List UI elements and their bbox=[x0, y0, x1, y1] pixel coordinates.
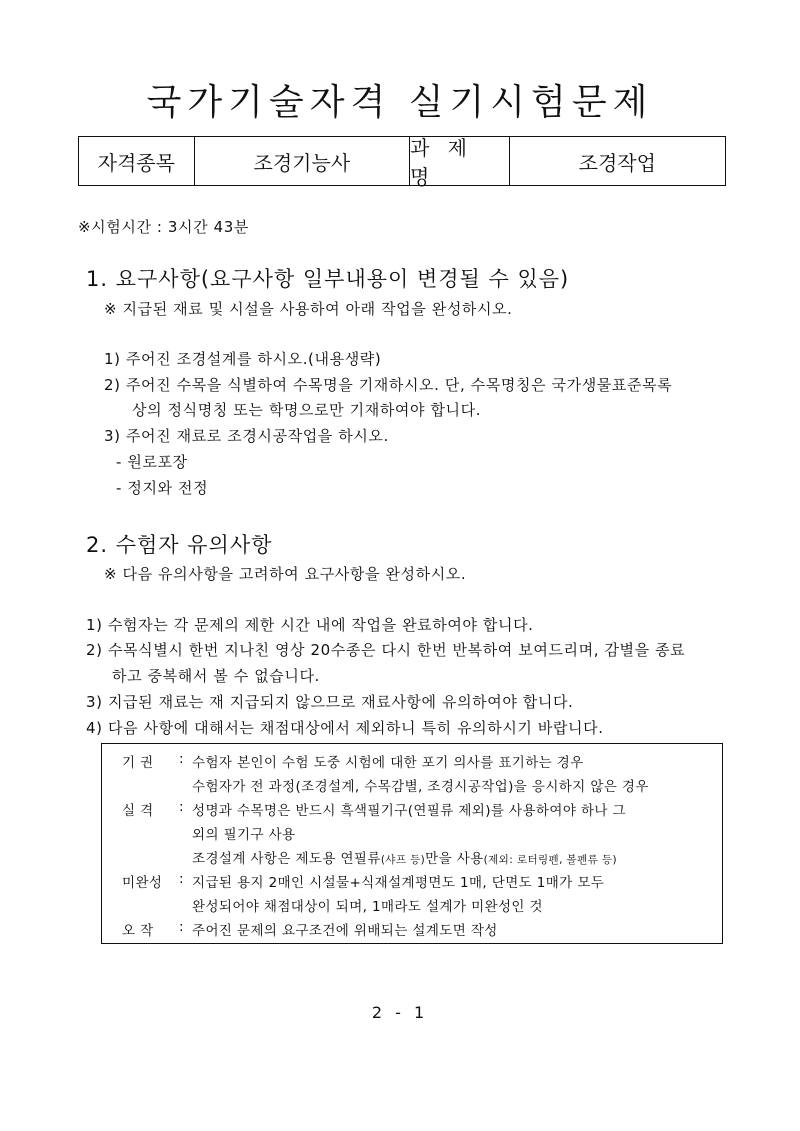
disqualify-line: 외의 필기구 사용 bbox=[192, 827, 296, 843]
section1-item: 3) 주어진 재료로 조경시공작업을 하시오. bbox=[104, 427, 389, 445]
section2-item: 1) 수험자는 각 문제의 제한 시간 내에 작업을 완료하여야 합니다. bbox=[86, 616, 534, 634]
colon: : bbox=[179, 799, 184, 815]
incomplete-line: 지급된 용지 2매인 시설물+식재설계평면도 1매, 단면도 1매가 모두 bbox=[192, 875, 605, 891]
section1-item: 상의 정식명칭 또는 학명으로만 기재하여야 합니다. bbox=[132, 401, 482, 419]
section1-item: 2) 주어진 수목을 식별하여 수목명을 기재하시오. 단, 수목명칭은 국가생물표준목록 bbox=[104, 376, 673, 394]
wrong-work-line: 주어진 문제의 요구조건에 위배되는 설계도면 작성 bbox=[192, 923, 498, 939]
section2-note: ※ 다음 유의사항을 고려하여 요구사항을 완성하시오. bbox=[104, 565, 467, 583]
withdrawal-line: 수험자가 전 과정(조경설계, 수목감별, 조경시공작업)을 응시하지 않은 경우 bbox=[192, 779, 649, 795]
task-value: 조경작업 bbox=[578, 150, 656, 175]
page-number: 2 - 1 bbox=[371, 1003, 429, 1022]
exam-time: ※시험시간 : 3시간 43분 bbox=[78, 218, 249, 236]
disqualify-label: 실 격 bbox=[122, 803, 154, 819]
section2-heading: 2. 수험자 유의사항 bbox=[86, 533, 273, 557]
section2-item: 2) 수목식별시 한번 지나친 영상 20수종은 다시 한번 반복하여 보여드리며, 감별을 종료 bbox=[86, 641, 686, 659]
section1-item: - 정지와 전정 bbox=[116, 479, 209, 497]
qualification-value: 조경기능사 bbox=[195, 137, 410, 185]
notice-box bbox=[101, 743, 723, 944]
info-table bbox=[78, 136, 726, 189]
section1-heading: 1. 요구사항(요구사항 일부내용이 변경될 수 있음) bbox=[86, 267, 570, 291]
incomplete-line: 완성되어야 채점대상이 되며, 1매라도 설계가 미완성인 것 bbox=[192, 899, 543, 915]
colon: : bbox=[179, 751, 184, 767]
withdrawal-label: 기 권 bbox=[122, 755, 154, 771]
section1-item: 1) 주어진 조경설계를 하시오.(내용생략) bbox=[104, 350, 382, 368]
incomplete-label: 미완성 bbox=[122, 875, 163, 891]
qualification-label: 자격종목 bbox=[79, 137, 195, 185]
disqualify-line-3a: 조경설계 사항은 제도용 연필류 bbox=[192, 851, 381, 867]
section1-note: ※ 지급된 재료 및 시설을 사용하여 아래 작업을 완성하시오. bbox=[104, 300, 513, 318]
section2-item: 3) 지급된 재료는 재 지급되지 않으므로 재료사항에 유의하여야 합니다. bbox=[86, 693, 574, 711]
section1-item: - 원로포장 bbox=[116, 453, 188, 471]
section2-item: 4) 다음 사항에 대해서는 채점대상에서 제외하니 특히 유의하시기 바랍니다. bbox=[86, 719, 604, 737]
withdrawal-line: 수험자 본인이 수험 도중 시험에 대한 포기 의사를 표기하는 경우 bbox=[192, 755, 584, 771]
disqualify-line-3d: (제외: 로터링펜, 볼펜류 등) bbox=[483, 854, 617, 866]
disqualify-line-3 bbox=[192, 847, 617, 867]
page-title: 국가기술자격 실기시험문제 bbox=[146, 82, 654, 123]
wrong-work-label: 오 작 bbox=[122, 923, 154, 939]
colon: : bbox=[179, 919, 184, 935]
disqualify-line: 성명과 수목명은 반드시 흑색필기구(연필류 제외)를 사용하여야 하나 그 bbox=[192, 803, 626, 819]
section2-item: 하고 중복해서 볼 수 없습니다. bbox=[112, 667, 320, 685]
disqualify-line-3c: 만을 사용 bbox=[425, 851, 484, 867]
disqualify-line-3b: (샤프 등) bbox=[380, 854, 426, 866]
colon: : bbox=[179, 871, 184, 887]
task-label: 과 제 명 bbox=[410, 137, 510, 185]
